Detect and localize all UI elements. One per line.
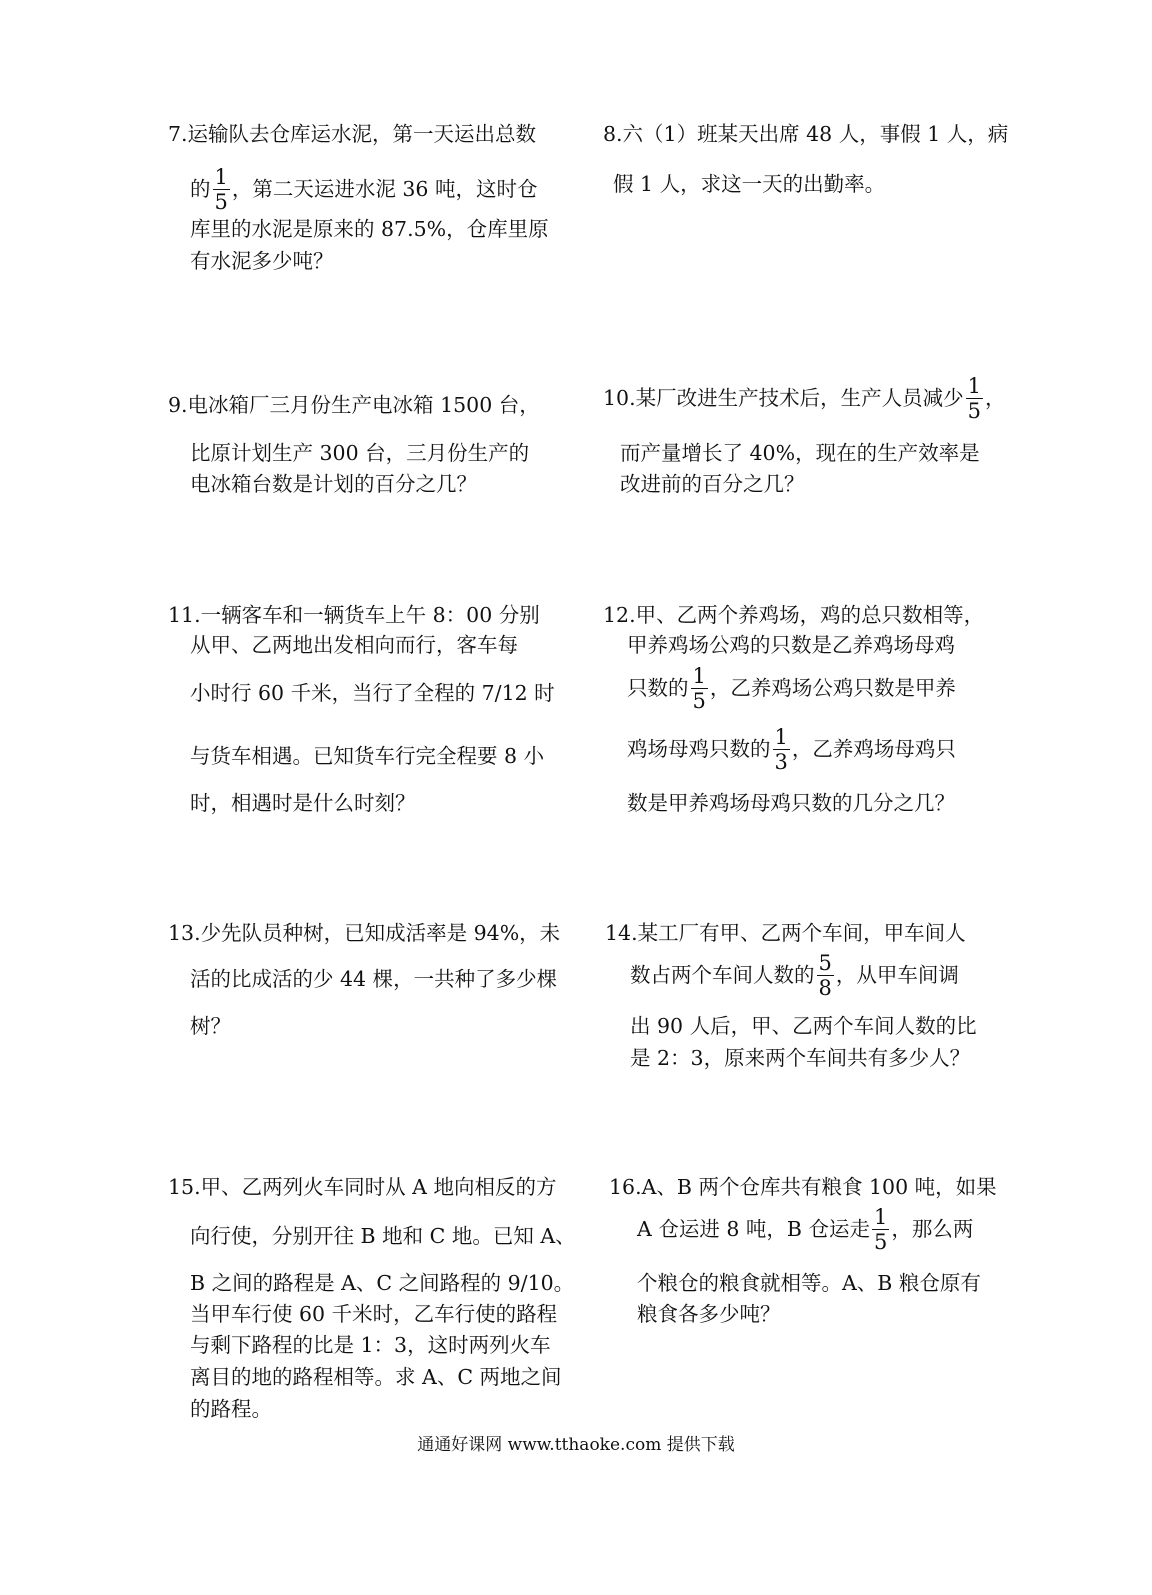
problem-15-line-1: 15.甲、乙两列火车同时从 A 地向相反的方	[168, 1175, 557, 1199]
problem-9-line-3: 电冰箱台数是计划的百分之几？	[190, 472, 477, 496]
problem-12-line-5: 数是甲养鸡场母鸡只数的几分之几？	[627, 791, 955, 815]
problem-15-line-4: 当甲车行使 60 千米时，乙车行使的路程	[190, 1302, 558, 1326]
problem-11-line-5: 时，相遇时是什么时刻？	[190, 791, 416, 815]
problem-15-line-7: 的路程。	[190, 1397, 272, 1421]
problem-10-line-2: 而产量增长了 40%，现在的生产效率是	[620, 441, 980, 465]
problem-7-line-4: 有水泥多少吨？	[190, 249, 334, 273]
problem-11-line-4: 与货车相遇。已知货车行完全程要 8 小	[190, 744, 545, 768]
problem-14-line-3: 出 90 人后，甲、乙两个车间人数的比	[630, 1014, 977, 1038]
problem-10-line-3: 改进前的百分之几？	[620, 472, 805, 496]
problem-8-line-2: 假 1 人，求这一天的出勤率。	[613, 172, 886, 196]
problem-14-line-2: 数占两个车间人数的 $\frac{5}{8}$ ，从甲车间调	[630, 951, 959, 1000]
problem-12-line-3: 只数的 $\frac{1}{5}$ ，乙养鸡场公鸡只数是甲养	[627, 664, 956, 713]
fraction: $\frac{1}{5}$	[692, 664, 706, 713]
problem-12-line-1: 12.甲、乙两个养鸡场，鸡的总只数相等，	[603, 603, 985, 627]
problem-15-line-2: 向行使，分别开往 B 地和 C 地。已知 A、	[190, 1224, 576, 1248]
problem-8-line-1: 8.六（1）班某天出席 48 人，事假 1 人，病	[603, 122, 1009, 146]
problem-14-line-1: 14.某工厂有甲、乙两个车间，甲车间人	[605, 921, 966, 945]
problem-12-line-2: 甲养鸡场公鸡的只数是乙养鸡场母鸡	[627, 633, 955, 657]
problem-13-line-1: 13.少先队员种树，已知成活率是 94%，未	[168, 921, 561, 945]
problem-7-line-3: 库里的水泥是原来的 87.5%，仓库里原	[190, 217, 549, 241]
problem-7-line-2: 的 $\frac{1}{5}$ ，第二天运进水泥 36 吨，这时仓	[190, 165, 538, 214]
problem-15-line-5: 与剩下路程的比是 1：3，这时两列火车	[190, 1333, 551, 1357]
problem-9-line-1: 9.电冰箱厂三月份生产电冰箱 1500 台，	[168, 393, 540, 417]
fraction: $\frac{1}{5}$	[873, 1205, 888, 1254]
fraction: $\frac{1}{5}$	[967, 374, 981, 423]
problem-16-line-1: 16.A、B 两个仓库共有粮食 100 吨，如果	[609, 1175, 997, 1199]
problem-9-line-2: 比原计划生产 300 台，三月份生产的	[190, 441, 530, 465]
problem-16-line-3: 个粮仓的粮食就相等。A、B 粮仓原有	[637, 1271, 981, 1295]
problem-13-line-2: 活的比成活的少 44 棵，一共种了多少棵	[190, 967, 558, 991]
problem-16-line-4: 粮食各多少吨？	[637, 1302, 781, 1326]
fraction: $\frac{5}{8}$	[818, 951, 832, 1000]
problem-11-line-3: 小时行 60 千米，当行了全程的 7/12 时	[190, 681, 555, 705]
problem-11-line-2: 从甲、乙两地出发相向而行，客车每	[190, 633, 518, 657]
problem-7-line-1: 7.运输队去仓库运水泥，第一天运出总数	[168, 122, 537, 146]
problem-13-line-3: 树？	[190, 1014, 231, 1038]
problem-10-line-1: 10.某厂改进生产技术后，生产人员减少 $\frac{1}{5}$ ，	[603, 374, 1006, 423]
problem-12-line-4: 鸡场母鸡只数的 $\frac{1}{3}$ ，乙养鸡场母鸡只	[627, 725, 956, 774]
fraction: $\frac{1}{3}$	[774, 725, 788, 774]
problem-14-line-4: 是 2：3，原来两个车间共有多少人？	[630, 1046, 971, 1070]
problem-16-line-2: A 仓运进 8 吨，B 仓运走 $\frac{1}{5}$ ，那么两	[637, 1205, 974, 1254]
fraction: $\frac{1}{5}$	[214, 165, 228, 214]
problem-11-line-1: 11.一辆客车和一辆货车上午 8：00 分别	[168, 603, 540, 627]
problem-15-line-3: B 之间的路程是 A、C 之间路程的 9/10。	[190, 1271, 575, 1295]
footer-credit: 通通好课网 www.tthaoke.com 提供下载	[417, 1435, 735, 1455]
problem-15-line-6: 离目的地的路程相等。求 A、C 两地之间	[190, 1365, 562, 1389]
